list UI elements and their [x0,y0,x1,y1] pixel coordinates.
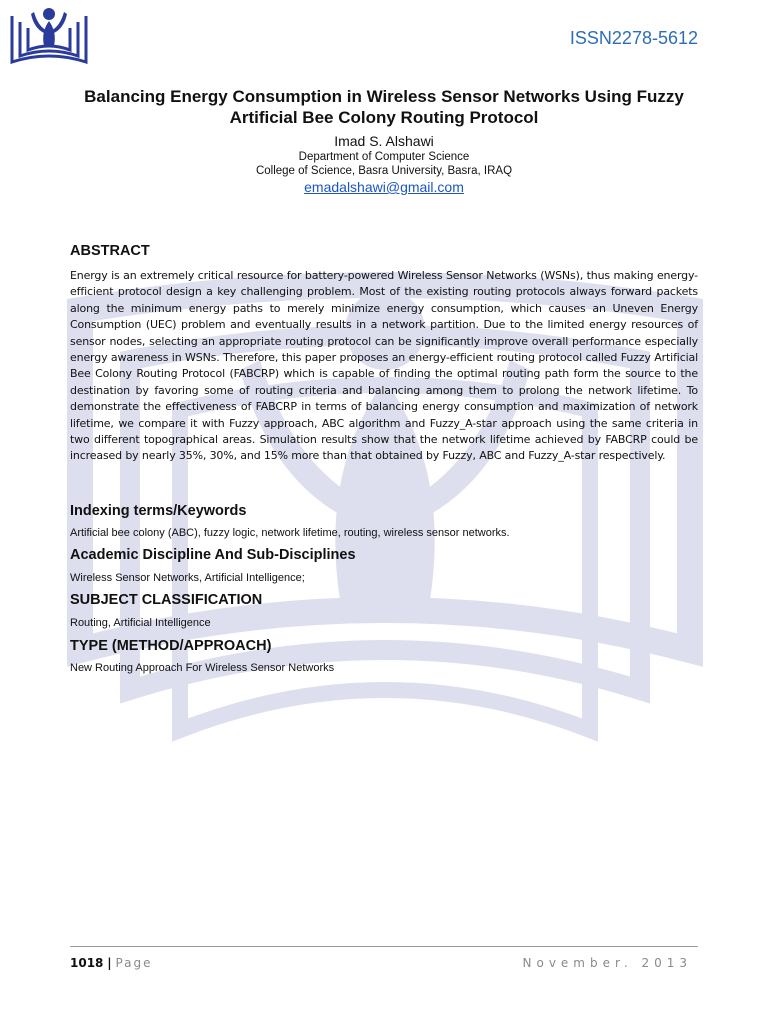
keywords-heading: Indexing terms/Keywords [70,503,247,519]
page-label: Page [115,956,153,970]
footer-divider [70,946,698,947]
subject-classification-text: Routing, Artificial Intelligence [70,617,211,629]
discipline-heading: Academic Discipline And Sub-Disciplines [70,547,356,563]
footer-page-info [70,956,153,970]
abstract-heading: ABSTRACT [70,243,150,259]
issn-label: ISSN2278-5612 [569,28,698,48]
discipline-text: Wireless Sensor Networks, Artificial Intelligence; [70,572,305,584]
author-name: Imad S. Alshawi [334,133,434,149]
keywords-text: Artificial bee colony (ABC), fuzzy logic, network lifetime, routing, wireless sensor networks. [70,527,510,539]
footer-date: November. 2013 [522,956,692,970]
author-affiliation: College of Science, Basra University, Basra, IRAQ [255,165,513,177]
abstract-text: Energy is an extremely critical resource for battery-powered Wireless Sensor Networks (WSNs), thus making energy-efficient protocol design a key challenging problem. Most of the existing routing protocols always forward packets along the minimum energy paths to merely minimize energy consumption, which causes an Uneven Energy Consumption (UEC) problem and eventually results in a network partition. Due to the limited energy resources of sensor nodes, selecting an appropriate routing protocol can be significantly improve overall performance especially energy awareness in WSNs. Therefore, this paper proposes an energy-efficient routing protocol called Fuzzy Artificial Bee Colony Routing Protocol (FABCRP) which is capable of finding the optimal routing path form the source to the destination by favoring some of routing criteria and balancing among them to prolong the network lifetime. To demonstrate the effectiveness of FABCRP in terms of balancing energy consumption and maximization of network lifetime, we compare it with Fuzzy approach, ABC algorithm and Fuzzy_A-star approach using the same criteria in two different topographical areas. Simulation results show that the network lifetime achieved by FABCRP could be increased by nearly 35%, 30%, and 15% more than that obtained by Fuzzy, ABC and Fuzzy_A-star respectively. [70,269,698,463]
paper-title: Balancing Energy Consumption in Wireless Sensor Networks Using Fuzzy Artificial Bee Colony Routing Protocol [84,87,684,127]
page-separator: | [107,956,112,970]
author-department: Department of Computer Science [298,151,470,163]
author-email-link[interactable]: emadalshawi@gmail.com [304,179,464,195]
page-number: 1018 [70,956,104,970]
type-heading: TYPE (METHOD/APPROACH) [70,638,272,654]
type-text: New Routing Approach For Wireless Sensor Networks [70,662,335,674]
subject-classification-heading: SUBJECT CLASSIFICATION [70,592,263,608]
journal-logo-icon [6,2,92,68]
